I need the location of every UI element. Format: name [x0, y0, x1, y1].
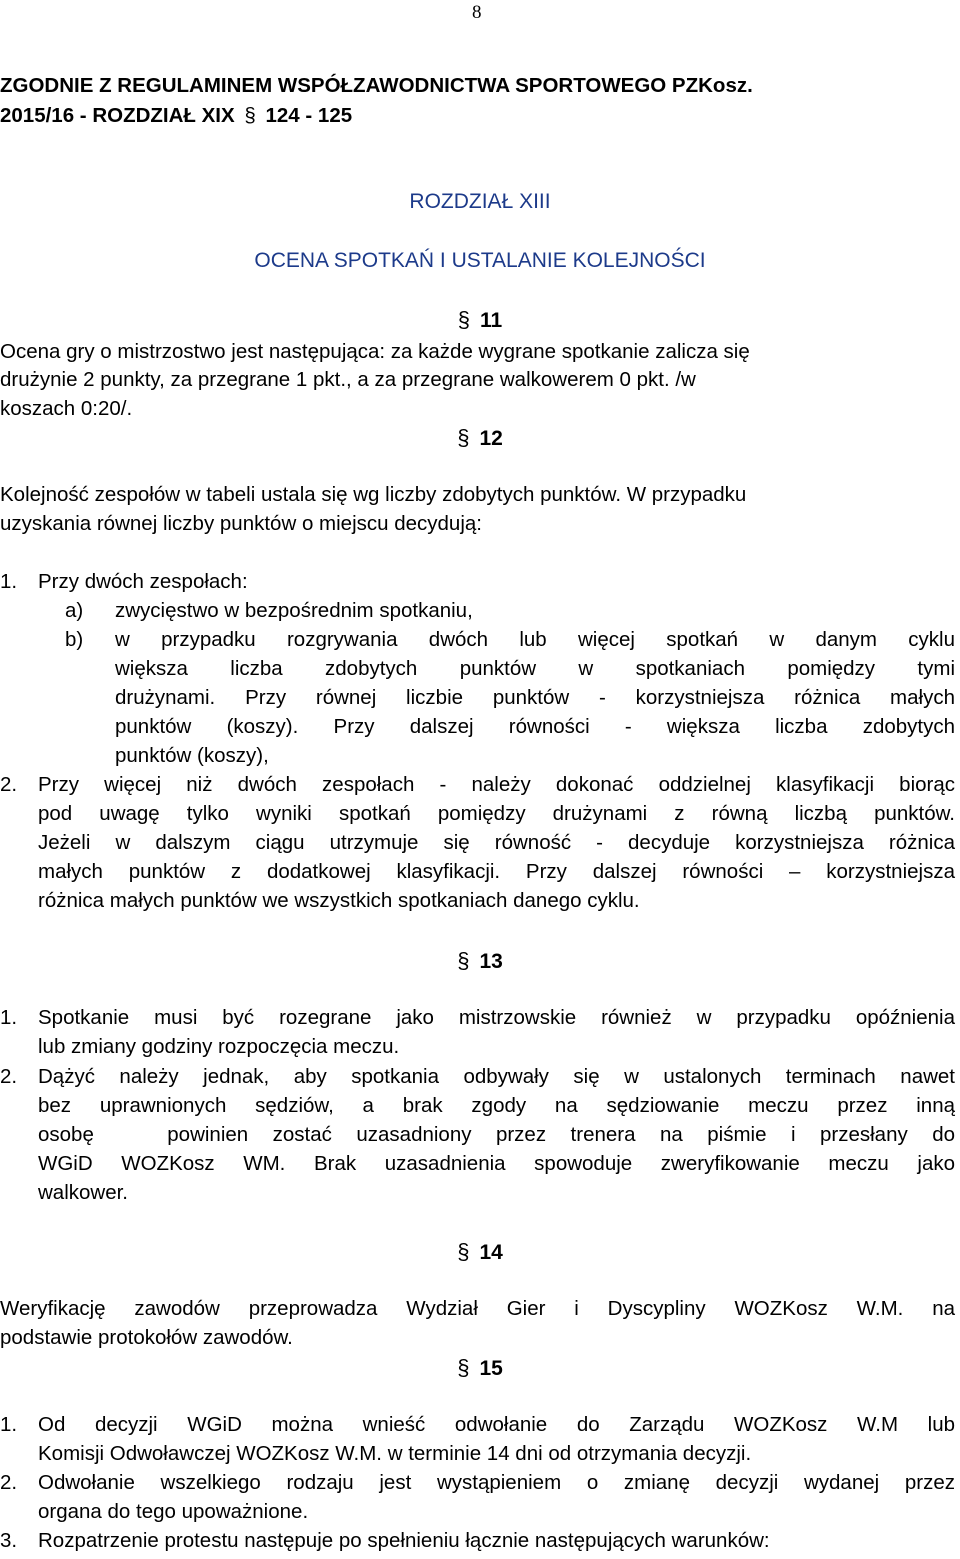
section-14-heading: [0, 1239, 960, 1265]
s12-a-text: zwycięstwo w bezpośrednim spotkaniu,: [115, 599, 473, 622]
section-12-heading: [0, 425, 960, 451]
s12-p1-number: 1.: [0, 570, 18, 593]
s13-p1-number: 1.: [0, 1006, 18, 1029]
section-symbol: §: [244, 104, 256, 127]
s13-p2-line-3: osobę powinien zostać uzasadniony przez trenera na piśmie i przesłany do: [38, 1123, 955, 1146]
section-15-heading: [0, 1355, 960, 1381]
s12-p2-line-4: małych punktów z dodatkowej klasyfikacji. Przy dalszej równości – korzystniejsza: [38, 860, 955, 883]
s11-line-3: koszach 0:20/.: [0, 397, 133, 420]
header-paragraph-range: 124 - 125: [265, 104, 353, 127]
s15-p2-line-2: organa do tego upoważnione.: [38, 1500, 309, 1523]
s13-p2-line-4: WGiD WOZKosz WM. Brak uzasadnienia spowoduje zweryfikowanie meczu jako: [38, 1152, 955, 1175]
section-number: 14: [479, 1241, 503, 1264]
section-symbol: §: [457, 307, 471, 332]
chapter-title: ROZDZIAŁ XIII: [409, 190, 551, 213]
section-symbol: §: [457, 948, 470, 973]
s12-p2-number: 2.: [0, 773, 18, 796]
s14-line-2: podstawie protokołów zawodów.: [0, 1326, 293, 1349]
section-symbol: §: [457, 1355, 470, 1380]
s11-line-2: drużynie 2 punkty, za przegrane 1 pkt., a za przegrane walkowerem 0 pkt. /w: [0, 368, 696, 391]
s15-p2-line-1: Odwołanie wszelkiego rodzaju jest wystąpieniem o zmianę decyzji wydanej przez: [38, 1471, 955, 1494]
section-number: 13: [479, 950, 503, 973]
s11-line-1: Ocena gry o mistrzostwo jest następująca: za każde wygrane spotkanie zalicza się: [0, 340, 750, 363]
s14-line-1: Weryfikację zawodów przeprowadza Wydział Gier i Dyscypliny WOZKosz W.M. na: [0, 1297, 955, 1320]
section-13-heading: [0, 948, 960, 974]
s12-intro-2: uzyskania równej liczby punktów o miejscu decydują:: [0, 512, 482, 535]
s13-p1-line-1: Spotkanie musi być rozegrane jako mistrzowskie również w przypadku opóźnienia: [38, 1006, 955, 1029]
s12-p2-line-3: Jeżeli w dalszym ciągu utrzymuje się równość - decyduje korzystniejsza różnica: [38, 831, 955, 854]
s12-b-line-4: punktów (koszy). Przy dalszej równości - większa liczba zdobytych: [115, 715, 955, 738]
header-rozdzial: 2015/16 - ROZDZIAŁ XIX: [0, 104, 235, 127]
header-line-1: ZGODNIE Z REGULAMINEM WSPÓŁZAWODNICTWA SPORTOWEGO PZKosz.: [0, 74, 753, 97]
chapter-subtitle: OCENA SPOTKAŃ I USTALANIE KOLEJNOŚCI: [254, 249, 706, 272]
s12-p2-line-5: różnica małych punktów we wszystkich spotkaniach danego cyklu.: [38, 889, 640, 912]
s12-b-line-3: drużynami. Przy równej liczbie punktów - korzystniejsza różnica małych: [115, 686, 955, 709]
s13-p2-line-5: walkower.: [38, 1181, 129, 1204]
s13-p2-line-1: Dążyć należy jednak, aby spotkania odbywały się w ustalonych terminach nawet: [38, 1065, 955, 1088]
s12-b-label: b): [65, 628, 84, 651]
s12-p2-line-1: Przy więcej niż dwóch zespołach - należy dokonać oddzielnej klasyfikacji biorąc: [38, 773, 955, 796]
s15-p1-number: 1.: [0, 1413, 18, 1436]
s12-p1-text: Przy dwóch zespołach:: [38, 570, 248, 593]
s12-intro-1: Kolejność zespołów w tabeli ustala się wg liczby zdobytych punktów. W przypadku: [0, 483, 747, 506]
s15-p1-line-2: Komisji Odwoławczej WOZKosz W.M. w terminie 14 dni od otrzymania decyzji.: [38, 1442, 752, 1465]
s13-p2-line-2: bez uprawnionych sędziów, a brak zgody na sędziowanie meczu przez inną: [38, 1094, 955, 1117]
s15-p2-number: 2.: [0, 1471, 18, 1494]
header-line-2: [0, 104, 352, 128]
s15-p3-line-1: Rozpatrzenie protestu następuje po spełnieniu łącznie następujących warunków:: [38, 1529, 770, 1552]
s12-a-label: a): [65, 599, 84, 622]
s12-p2-line-2: pod uwagę tylko wyniki spotkań pomiędzy drużynami z równą liczbą punktów.: [38, 802, 955, 825]
section-11-heading: [0, 307, 960, 333]
section-number: 12: [479, 427, 503, 450]
s13-p2-number: 2.: [0, 1065, 18, 1088]
page-number: 8: [472, 2, 482, 23]
section-symbol: §: [457, 1239, 470, 1264]
s15-p1-line-1: Od decyzji WGiD można wnieść odwołanie do Zarządu WOZKosz W.M lub: [38, 1413, 955, 1436]
s12-b-line-2: większa liczba zdobytych punktów w spotkaniach pomiędzy tymi: [115, 657, 955, 680]
s12-b-line-5: punktów (koszy),: [115, 744, 269, 767]
s15-p3-number: 3.: [0, 1529, 18, 1552]
s12-b-line-1: w przypadku rozgrywania dwóch lub więcej spotkań w danym cyklu: [115, 628, 955, 651]
s13-p1-line-2: lub zmiany godziny rozpoczęcia meczu.: [38, 1035, 400, 1058]
section-number: 15: [479, 1357, 503, 1380]
section-number: 11: [480, 309, 503, 332]
section-symbol: §: [457, 425, 470, 450]
